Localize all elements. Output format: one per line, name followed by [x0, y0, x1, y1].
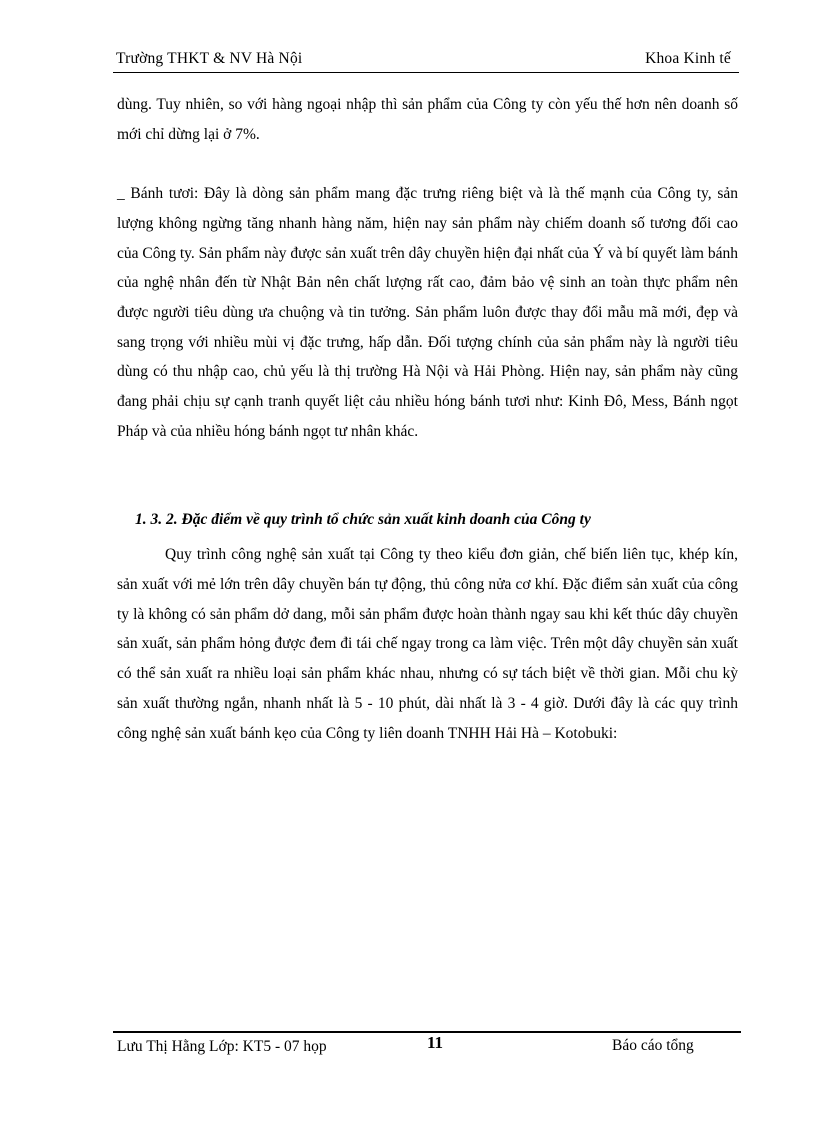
paragraph-2: _ Bánh tươi: Đây là dòng sản phẩm mang đặc trưng riêng biệt và là thế mạnh của Công ty, sản lượng không ngừng tăng nhanh hàng năm, hiện nay sản phẩm này chiếm doanh số tương đối cao của Công ty. Sản phẩm này được sản xuất trên dây chuyền hiện đại nhất của Ý và bí quyết làm bánh của nghệ nhân đến từ Nhật Bản nên chất lượng rất cao, đảm bảo vệ sinh an toàn thực phẩm nên được người tiêu dùng ưa chuộng và tin tưởng. Sản phẩm luôn được thay đổi mẫu mã mới, đẹp và sang trọng với nhiều mùi vị đặc trưng, hấp dẫn. Đối tượng chính của sản phẩm này là người tiêu dùng có thu nhập cao, chủ yếu là thị trường Hà Nội và Hải Phòng. Hiện nay, sản phẩm này cũng đang phải chịu sự cạnh tranh quyết liệt cảu nhiều hóng bánh tươi như: Kinh Đô, Mess, Bánh ngọt Pháp và của nhiều hóng bánh ngọt tư nhân khác.: [117, 185, 738, 440]
paragraph-3: Quy trình công nghệ sản xuất tại Công ty theo kiểu đơn giản, chế biến liên tục, khép kín, sản xuất với mẻ lớn trên dây chuyền bán tự động, thủ công nửa cơ khí. Đặc điểm sản xuất của công ty là không có sản phẩm dở dang, mỗi sản phẩm được hoàn thành ngay sau khi kết thúc dây chuyền sản xuất, sản phẩm hỏng được đem đi tái chế ngay trong ca làm việc. Trên một dây chuyền sản xuất có thể sản xuất ra nhiều loại sản phẩm khác nhau, nhưng có sự tách biệt về thời gian. Mỗi chu kỳ sản xuất thường ngắn, nhanh nhất là 5 - 10 phút, dài nhất là 3 - 4 giờ. Dưới đây là các quy trình công nghệ sản xuất bánh kẹo của Công ty liên doanh TNHH Hải Hà – Kotobuki:: [117, 546, 738, 742]
body-text-bottom: [117, 540, 738, 749]
paragraph-1: dùng. Tuy nhiên, so với hàng ngoại nhập thì sản phẩm của Công ty còn yếu thế hơn nên doanh số mới chỉ dừng lại ở 7%.: [117, 96, 738, 143]
page-header: [113, 46, 739, 73]
body-text-top: [117, 90, 738, 446]
header-school-name: Trường THKT & NV Hà Nội: [116, 50, 303, 67]
page-number: 11: [427, 1033, 444, 1052]
footer-author: Lưu Thị Hằng Lớp: KT5 - 07 họp: [117, 1038, 327, 1055]
footer-report-title: Báo cáo tổng: [612, 1037, 694, 1054]
section-heading: 1. 3. 2. Đặc điểm về quy trình tổ chức sản xuất kinh doanh của Công ty: [135, 511, 591, 528]
header-department: Khoa Kinh tế: [645, 50, 731, 67]
